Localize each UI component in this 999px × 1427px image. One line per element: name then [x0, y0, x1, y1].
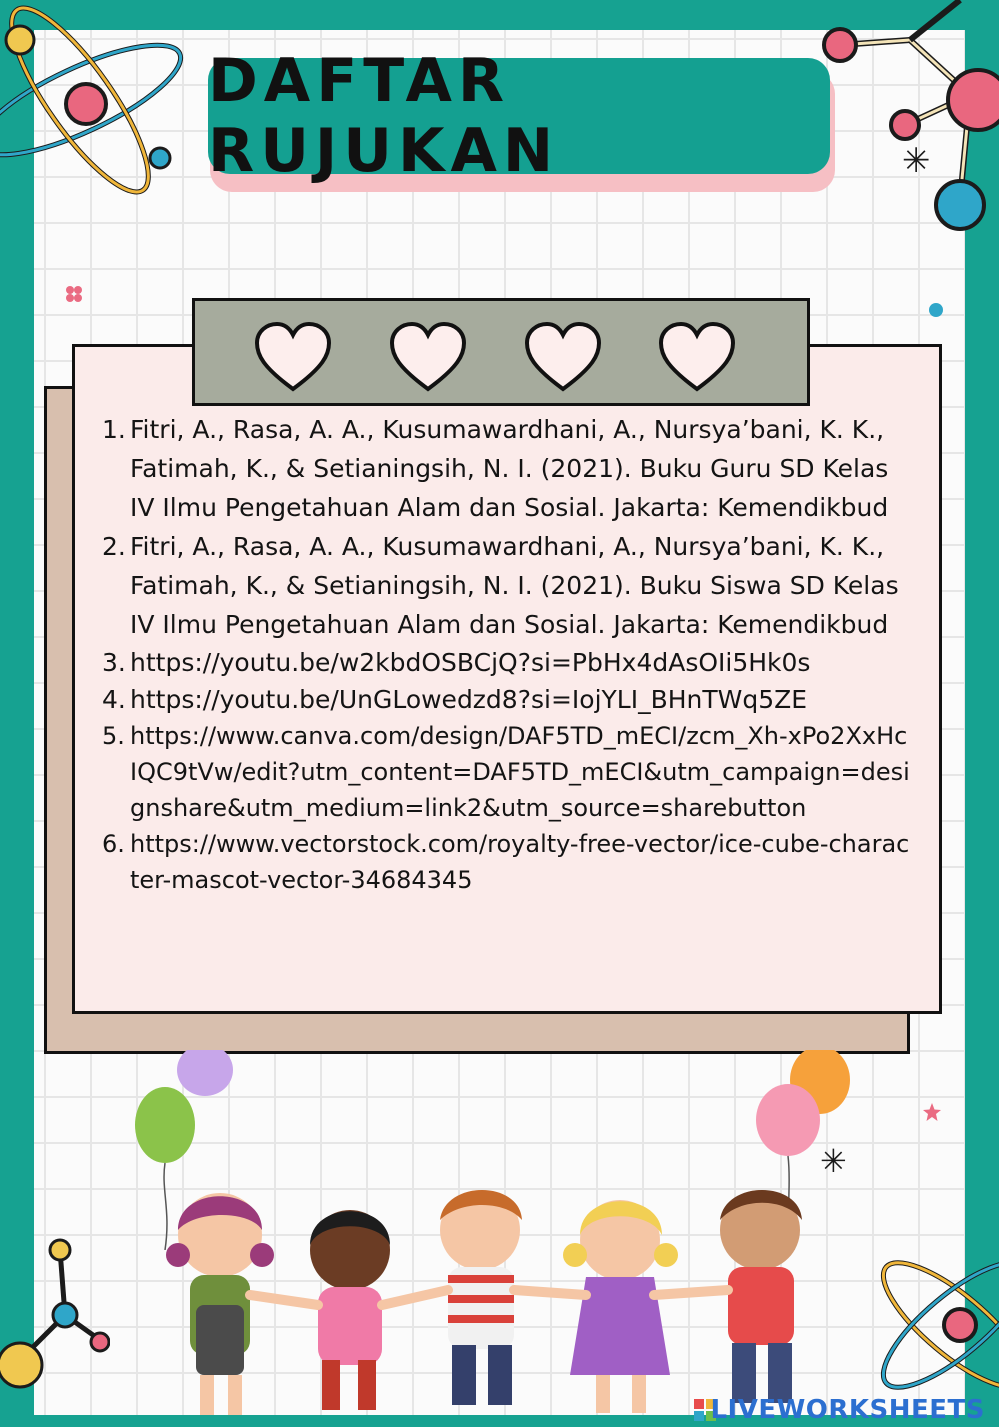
heart-icon [253, 321, 333, 393]
star-icon [922, 1102, 942, 1122]
reference-link[interactable]: https://youtu.be/UnGLowedzd8?si=IojYLI_BHnTWq5ZE [130, 685, 808, 714]
reference-item [102, 410, 912, 527]
reference-item [102, 681, 912, 718]
heart-icon [657, 321, 737, 393]
reference-text: Fitri, A., Rasa, A. A., Kusumawardhani, A., Nursya’bani, K. K., Fatimah, K., & Setianingsih, N. I. (2021). Buku Guru SD Kelas IV Ilmu Pengetahuan Alam dan Sosial. Jakarta: Kemendikbud [130, 415, 889, 522]
reference-link[interactable]: https://www.canva.com/design/DAF5TD_mECI/zcm_Xh-xPo2XxHcIQC9tVw/edit?utm_content=DAF5TD_mECI&utm_campaign=designshare&utm_medium=link2&utm_source=sharebutton [130, 722, 910, 822]
watermark: LIVEWORKSHEETS [710, 1395, 985, 1425]
molecule-icon [0, 1220, 110, 1410]
reference-link[interactable]: https://www.vectorstock.com/royalty-free-vector/ice-cube-character-mascot-vector-34684345 [130, 830, 910, 894]
reference-item [102, 718, 912, 826]
heart-icon [523, 321, 603, 393]
reference-number: 6. [102, 830, 125, 858]
reference-number: 1. [102, 415, 126, 444]
reference-number: 5. [102, 722, 125, 750]
sparkle-icon [64, 284, 84, 304]
page-title: DAFTAR RUJUKAN [208, 46, 560, 186]
svg-text:✳: ✳ [820, 1142, 847, 1180]
reference-text: Fitri, A., Rasa, A. A., Kusumawardhani, A., Nursya’bani, K. K., Fatimah, K., & Setianingsih, N. I. (2021). Buku Siswa SD Kelas IV Ilmu Pengetahuan Alam dan Sosial. Jakarta: Kemendikbud [130, 532, 899, 639]
svg-text:✳: ✳ [902, 141, 931, 181]
atom-icon [0, 0, 200, 210]
reference-list [102, 410, 912, 898]
atom-icon [860, 1225, 999, 1415]
reference-item [102, 527, 912, 644]
heart-tab [192, 298, 810, 406]
reference-item [102, 644, 912, 681]
dot-icon [926, 300, 946, 320]
reference-item [102, 826, 912, 898]
reference-number: 4. [102, 685, 126, 714]
reference-link[interactable]: https://youtu.be/w2kbdOSBCjQ?si=PbHx4dAsOIi5Hk0s [130, 648, 811, 677]
title-banner [208, 46, 830, 186]
heart-icon [388, 321, 468, 393]
children-illustration [150, 1175, 870, 1420]
reference-number: 3. [102, 648, 126, 677]
reference-number: 2. [102, 532, 126, 561]
